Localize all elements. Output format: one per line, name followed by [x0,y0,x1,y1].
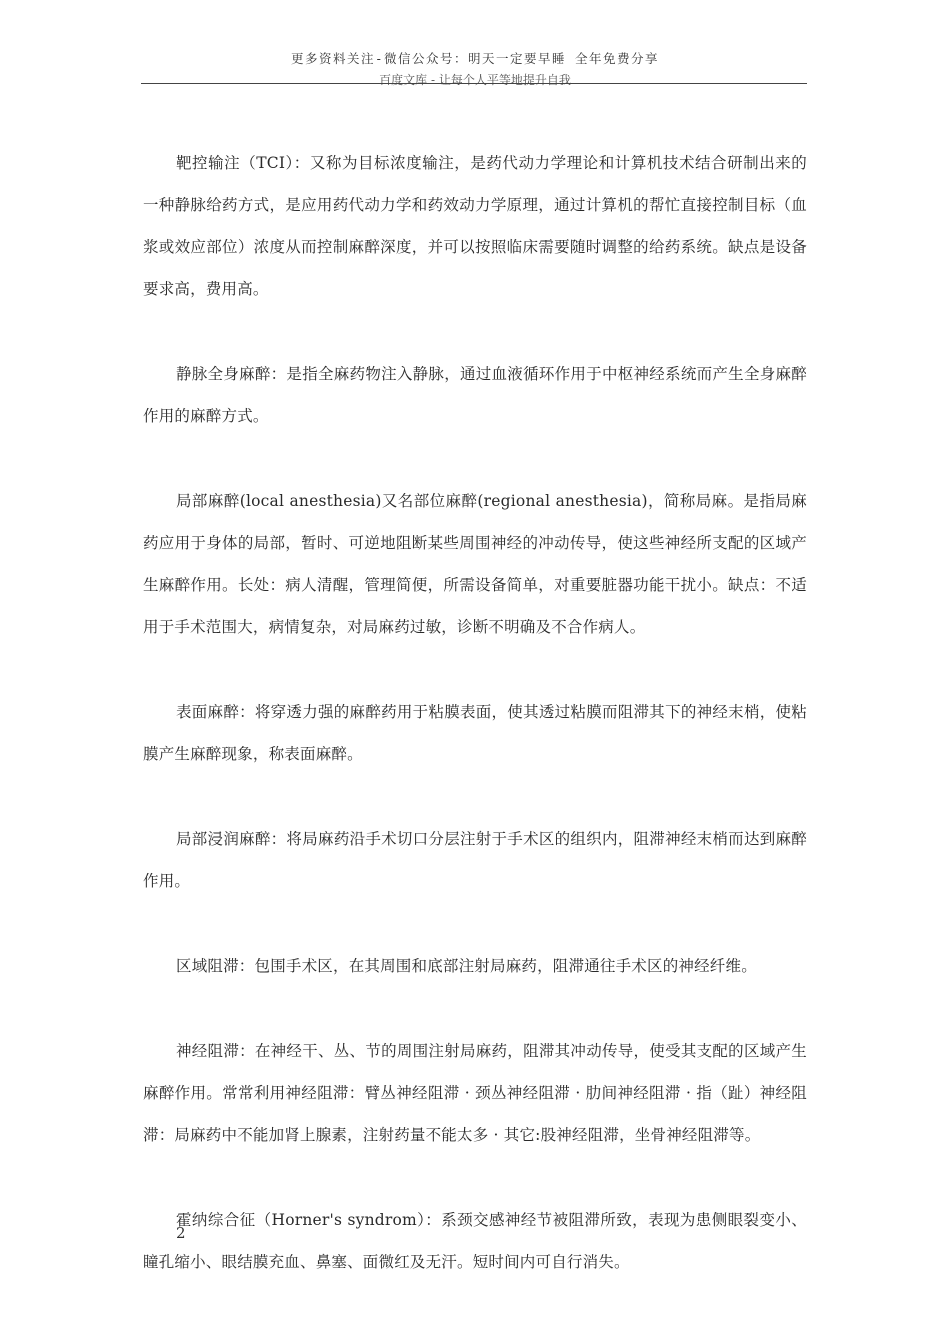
paragraph-nerve-block: 神经阻滞：在神经干、丛、节的周围注射局麻药，阻滞其冲动传导，使受其支配的区域产生麻醉作用。常常利用神经阻滞：臂丛神经阻滞 · 颈丛神经阻滞 · 肋间神经阻滞 · 指（趾）神经阻滞：局麻药中不能加肾上腺素，注射药量不能太多 · 其它:股神经阻滞，坐骨神经阻滞等。 [143,1042,807,1144]
paragraph-field-block: 区域阻滞：包围手术区，在其周围和底部注射局麻药，阻滞通往手术区的神经纤维。 [176,957,757,975]
paragraph-local-anesthesia: 局部麻醉(local anesthesia)又名部位麻醉(regional anesthesia)，简称局麻。是指局麻药应用于身体的局部，暂时、可逆地阻断某些周围神经的冲动传导，使这些神经所支配的区域产生麻醉作用。长处：病人清醒，管理简便，所需设备简单，对重要脏器功能干扰小。缺点：不适用于手术范围大，病情复杂，对局麻药过敏，诊断不明确及不合作病人。 [143,492,807,636]
page-number: 2 [176,1224,186,1242]
paragraph-tci: 靶控输注（TCI）：又称为目标浓度输注，是药代动力学理论和计算机技术结合研制出来的一种静脉给药方式，是应用药代动力学和药效动力学原理，通过计算机的帮忙直接控制目标（血浆或效应部位）浓度从而控制麻醉深度，并可以按照临床需要随时调整的给药系统。缺点是设备要求高，费用高。 [143,154,807,298]
header-source-text: 百度文库 - 让每个人平等地提升自我 [379,73,571,87]
header-promo-text: 更多资料关注-微信公众号：明天一定要早睡 全年免费分享 [290,51,660,66]
paragraph-infiltration-anesthesia: 局部浸润麻醉：将局麻药沿手术切口分层注射于手术区的组织内，阻滞神经末梢而达到麻醉作用。 [143,830,807,890]
document-body [143,142,807,1326]
paragraph-surface-anesthesia: 表面麻醉：将穿透力强的麻醉药用于粘膜表面，使其透过粘膜而阻滞其下的神经末梢，使粘膜产生麻醉现象，称表面麻醉。 [143,703,807,763]
header-divider [141,83,807,84]
paragraph-iv-general-anesthesia: 静脉全身麻醉：是指全麻药物注入静脉，通过血液循环作用于中枢神经系统而产生全身麻醉作用的麻醉方式。 [143,365,807,425]
paragraph-horner-syndrome: 霍纳综合征（Horner's syndrom）：系颈交感神经节被阻滞所致，表现为患侧眼裂变小、瞳孔缩小、眼结膜充血、鼻塞、面微红及无汗。短时间内可自行消失。 [143,1211,807,1271]
